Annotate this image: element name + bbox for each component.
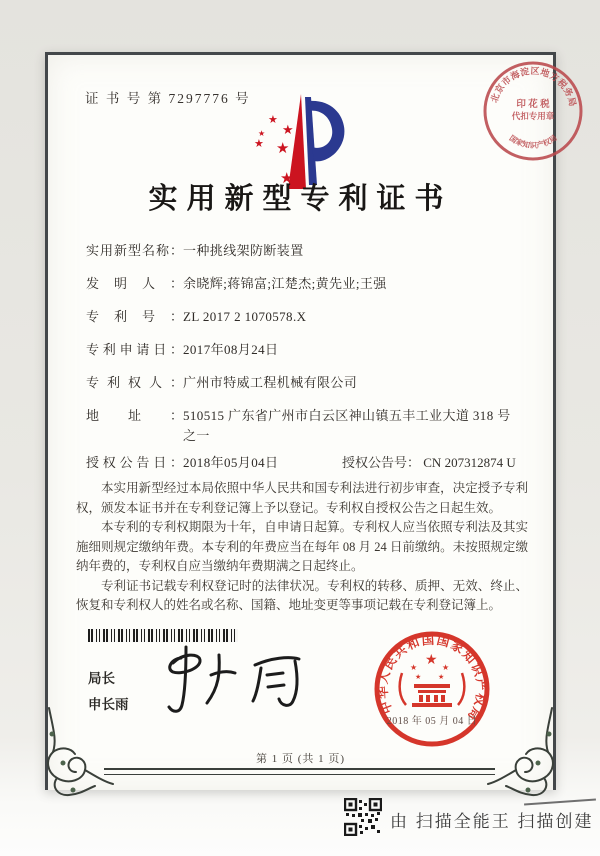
grant-number-label: 授权公告号： [342, 455, 421, 470]
field-label: 发明人： [86, 276, 183, 291]
field-value: ZL 2017 2 1070578.X [183, 309, 307, 324]
svg-text:中华人民共和国国家知识产权局 [372, 629, 492, 749]
logo-star-icon: ★ [282, 122, 294, 137]
national-emblem-icon [400, 653, 465, 707]
svg-text:★: ★ [442, 663, 450, 672]
field-label: 专利号： [86, 309, 183, 324]
field-value: 广州市特威工程机械有限公司 [183, 375, 358, 390]
legal-paragraph: 本实用新型经过本局依照中华人民共和国专利法进行初步审查，决定授予专利权，颁发本证书并在专利登记簿上予以登记。专利权自授权公告之日起生效。 [76, 481, 528, 515]
sipo-official-seal [372, 629, 492, 749]
logo-star-icon: ★ [280, 171, 294, 187]
svg-text:国家知识产权局 [508, 133, 559, 150]
certificate-field-row [86, 340, 522, 360]
certificate-field-row [86, 406, 522, 446]
legal-paragraph: 专利证书记载专利权登记时的法律状况。专利权的转移、质押、无效、终止、恢复和专利权人的姓名或名称、国籍、地址变更等事项记载在专利登记簿上。 [76, 578, 528, 612]
tax-seal-center-line1: 印 花 税 [516, 100, 550, 110]
legal-paragraph: 本专利的专利权期限为十年，自申请日起算。专利权人应当依照专利法及其实施细则规定缴纳年费。本专利的年费应当在每年 08 月 24 日前缴纳。未按照规定缴纳年费的，专利权自应当缴纳年费期满之日起终止。 [76, 520, 528, 573]
bottom-border-rule [104, 768, 495, 775]
grant-number-field [342, 453, 538, 473]
logo-star-icon: ★ [254, 138, 264, 150]
logo-star-icon: ★ [276, 141, 290, 157]
field-value: 一种挑线架防断装置 [183, 243, 304, 258]
stamp-tax-seal [478, 56, 588, 166]
barcode [88, 629, 238, 642]
grant-date-value: 2018年05月04日 [183, 455, 279, 470]
grant-number-value: CN 207312874 U [423, 455, 516, 470]
tax-seal-top-text: 北京市海淀区地方税务局 [488, 65, 578, 108]
floral-corner-ornament-icon [486, 706, 558, 802]
field-value: 510515 广东省广州市白云区神山镇五丰工业大道 318 号之一 [183, 408, 511, 443]
certificate-field-row [86, 307, 522, 327]
field-label: 专利申请日： [86, 342, 183, 357]
certificate-field-row [86, 274, 522, 294]
legal-text [76, 479, 528, 616]
scanner-attribution: 由 扫描全能王 扫描创建 [390, 812, 594, 831]
certificate-title: 实用新型专利证书 [148, 183, 453, 215]
field-label: 实用新型名称： [86, 243, 183, 258]
certificate-field-row [86, 373, 522, 393]
tax-seal-bottom-text: 国家知识产权局 [507, 133, 559, 150]
certificate-number: 证 书 号 第 7297776 号 [85, 91, 251, 106]
field-value: 余晓辉;蒋锦富;江楚杰;黄先业;王强 [183, 276, 387, 291]
seal-date: 2018 年 05 月 04 日 [386, 716, 478, 727]
svg-text:★: ★ [438, 673, 445, 681]
grant-date-field [86, 453, 342, 473]
svg-text:★: ★ [425, 653, 438, 668]
floral-corner-ornament-icon [43, 706, 115, 802]
svg-text:★: ★ [415, 673, 422, 681]
director-signature [151, 643, 321, 725]
field-value: 2017年08月24日 [183, 342, 279, 357]
director-name: 申长雨 [88, 697, 129, 712]
grant-date-label: 授权公告日： [86, 455, 183, 470]
logo-star-icon: ★ [258, 129, 266, 138]
director-title: 局长 [88, 671, 115, 686]
grant-info-row [86, 453, 538, 473]
logo-star-icon: ★ [268, 114, 278, 126]
svg-text:★: ★ [410, 663, 418, 672]
certificate-fields [86, 241, 522, 459]
certificate-field-row [86, 241, 522, 261]
seal-ring-text: 中华人民共和国国家知识产权局 [375, 632, 489, 725]
field-label: 专利权人： [86, 375, 183, 390]
field-label: 地址： [86, 408, 183, 423]
page-number: 第 1 页 (共 1 页) [255, 753, 346, 765]
tax-seal-center-line2: 代扣专用章 [511, 111, 555, 121]
qr-code-icon [344, 798, 382, 836]
